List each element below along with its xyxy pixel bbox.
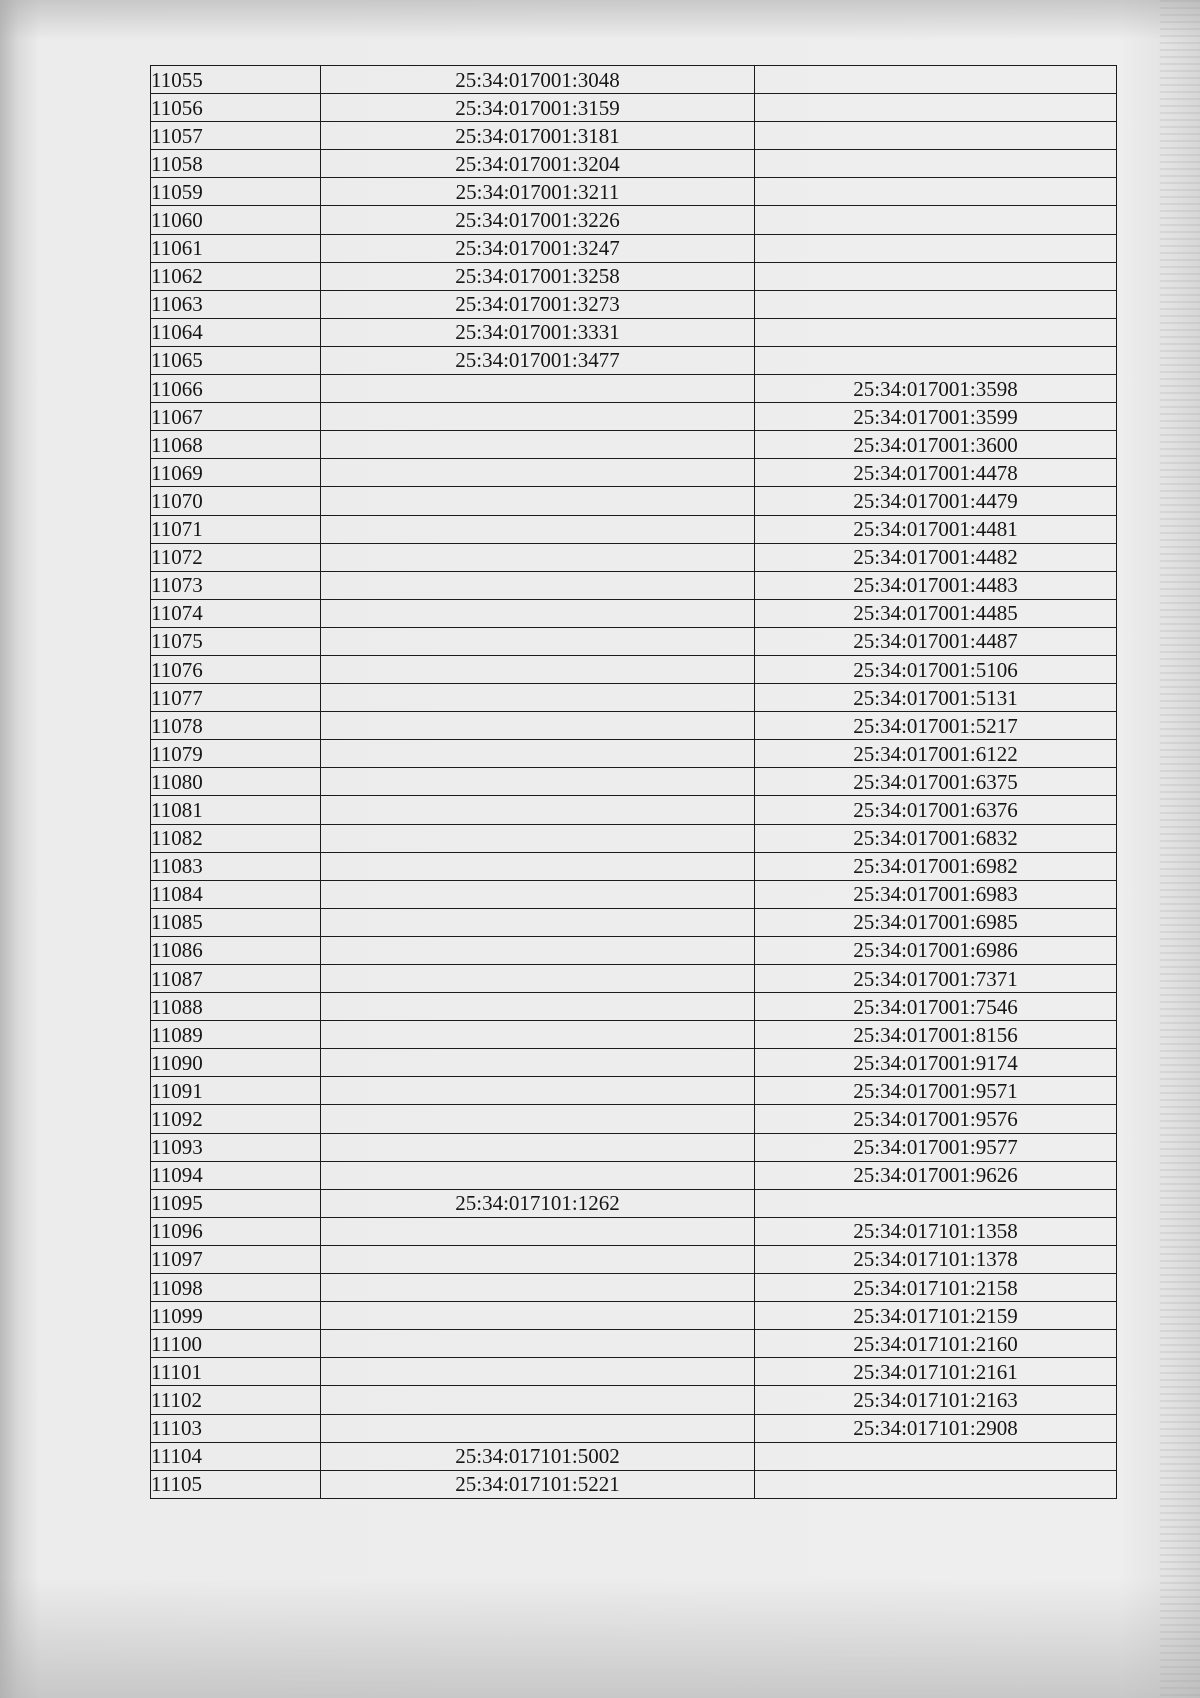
table-row	[151, 122, 1117, 150]
cadastral-number-cell-b	[755, 290, 1117, 318]
row-number-cell: 11082	[151, 824, 321, 852]
cadastral-number-cell-a	[321, 571, 755, 599]
row-number-cell: 11089	[151, 1021, 321, 1049]
scan-shadow-top	[0, 0, 1200, 40]
table-body	[151, 66, 1117, 1499]
cadastral-number-cell-a	[321, 1161, 755, 1189]
table-row	[151, 1470, 1117, 1498]
row-number-cell: 11099	[151, 1302, 321, 1330]
cadastral-number-cell-a	[321, 1414, 755, 1442]
row-number-cell: 11077	[151, 684, 321, 712]
row-number-cell: 11065	[151, 346, 321, 374]
cadastral-number-cell-a	[321, 655, 755, 683]
cadastral-number-cell-b	[755, 1189, 1117, 1217]
cadastral-number-cell-b: 25:34:017001:6983	[755, 880, 1117, 908]
row-number-cell: 11093	[151, 1133, 321, 1161]
table-row	[151, 290, 1117, 318]
row-number-cell: 11078	[151, 712, 321, 740]
cadastral-number-cell-b	[755, 150, 1117, 178]
cadastral-number-cell-a	[321, 852, 755, 880]
table-row	[151, 346, 1117, 374]
cadastral-number-cell-a: 25:34:017001:3247	[321, 234, 755, 262]
row-number-cell: 11098	[151, 1274, 321, 1302]
cadastral-number-cell-b: 25:34:017001:4483	[755, 571, 1117, 599]
cadastral-number-cell-b	[755, 1470, 1117, 1498]
cadastral-number-cell-a	[321, 543, 755, 571]
cadastral-number-cell-a	[321, 1217, 755, 1245]
table-row	[151, 1245, 1117, 1273]
cadastral-number-cell-b: 25:34:017001:6376	[755, 796, 1117, 824]
row-number-cell: 11074	[151, 599, 321, 627]
row-number-cell: 11060	[151, 206, 321, 234]
cadastral-number-cell-a: 25:34:017101:5002	[321, 1442, 755, 1470]
cadastral-number-cell-b: 25:34:017001:3598	[755, 375, 1117, 403]
cadastral-number-cell-b: 25:34:017001:3599	[755, 403, 1117, 431]
table-row	[151, 1386, 1117, 1414]
table-row	[151, 262, 1117, 290]
row-number-cell: 11103	[151, 1414, 321, 1442]
cadastral-number-cell-b: 25:34:017101:2163	[755, 1386, 1117, 1414]
cadastral-number-cell-a: 25:34:017101:1262	[321, 1189, 755, 1217]
table-row	[151, 908, 1117, 936]
table-row	[151, 1274, 1117, 1302]
table-row	[151, 1189, 1117, 1217]
table-row	[151, 1302, 1117, 1330]
row-number-cell: 11086	[151, 936, 321, 964]
table-row	[151, 1330, 1117, 1358]
row-number-cell: 11068	[151, 431, 321, 459]
table-row	[151, 1358, 1117, 1386]
row-number-cell: 11096	[151, 1217, 321, 1245]
cadastral-number-cell-a	[321, 880, 755, 908]
cadastral-number-cell-a	[321, 993, 755, 1021]
cadastral-number-cell-b: 25:34:017001:6832	[755, 824, 1117, 852]
cadastral-number-cell-b: 25:34:017101:1358	[755, 1217, 1117, 1245]
table-row	[151, 234, 1117, 262]
scan-edge-right	[1160, 0, 1200, 1698]
cadastral-number-cell-b	[755, 178, 1117, 206]
row-number-cell: 11059	[151, 178, 321, 206]
cadastral-number-cell-b: 25:34:017001:6986	[755, 936, 1117, 964]
table-row	[151, 66, 1117, 94]
table-row	[151, 1077, 1117, 1105]
cadastral-number-cell-a	[321, 796, 755, 824]
row-number-cell: 11079	[151, 740, 321, 768]
row-number-cell: 11057	[151, 122, 321, 150]
table-row	[151, 712, 1117, 740]
cadastral-number-cell-b: 25:34:017101:1378	[755, 1245, 1117, 1273]
table-row	[151, 768, 1117, 796]
row-number-cell: 11063	[151, 290, 321, 318]
cadastral-number-cell-a	[321, 1302, 755, 1330]
cadastral-number-cell-b: 25:34:017001:9174	[755, 1049, 1117, 1077]
table-row	[151, 824, 1117, 852]
cadastral-number-cell-b: 25:34:017001:4479	[755, 487, 1117, 515]
table-row	[151, 965, 1117, 993]
row-number-cell: 11090	[151, 1049, 321, 1077]
table-row	[151, 487, 1117, 515]
row-number-cell: 11087	[151, 965, 321, 993]
cadastral-number-cell-a: 25:34:017001:3159	[321, 94, 755, 122]
table-row	[151, 1049, 1117, 1077]
cadastral-number-cell-a: 25:34:017001:3477	[321, 346, 755, 374]
row-number-cell: 11095	[151, 1189, 321, 1217]
table-row	[151, 318, 1117, 346]
cadastral-number-cell-a	[321, 824, 755, 852]
cadastral-number-cell-b: 25:34:017101:2160	[755, 1330, 1117, 1358]
cadastral-number-cell-a	[321, 768, 755, 796]
row-number-cell: 11088	[151, 993, 321, 1021]
cadastral-number-cell-a	[321, 375, 755, 403]
row-number-cell: 11064	[151, 318, 321, 346]
row-number-cell: 11080	[151, 768, 321, 796]
cadastral-number-cell-a	[321, 403, 755, 431]
cadastral-number-cell-b: 25:34:017001:7546	[755, 993, 1117, 1021]
row-number-cell: 11071	[151, 515, 321, 543]
table-row	[151, 206, 1117, 234]
row-number-cell: 11067	[151, 403, 321, 431]
cadastral-number-cell-a: 25:34:017001:3331	[321, 318, 755, 346]
table-row	[151, 1414, 1117, 1442]
table-row	[151, 178, 1117, 206]
cadastral-number-cell-a: 25:34:017001:3258	[321, 262, 755, 290]
cadastral-number-cell-a: 25:34:017001:3226	[321, 206, 755, 234]
table-row	[151, 571, 1117, 599]
cadastral-number-cell-b: 25:34:017001:8156	[755, 1021, 1117, 1049]
table-row	[151, 1133, 1117, 1161]
table-row	[151, 796, 1117, 824]
table-row	[151, 627, 1117, 655]
cadastral-number-cell-a	[321, 1105, 755, 1133]
cadastral-number-cell-a	[321, 1330, 755, 1358]
table-row	[151, 684, 1117, 712]
row-number-cell: 11084	[151, 880, 321, 908]
cadastral-number-cell-b: 25:34:017001:7371	[755, 965, 1117, 993]
cadastral-number-cell-a: 25:34:017001:3048	[321, 66, 755, 94]
cadastral-number-cell-a	[321, 908, 755, 936]
row-number-cell: 11056	[151, 94, 321, 122]
table-row	[151, 1217, 1117, 1245]
cadastral-number-cell-b: 25:34:017001:4482	[755, 543, 1117, 571]
cadastral-number-cell-a: 25:34:017001:3211	[321, 178, 755, 206]
table-row	[151, 655, 1117, 683]
cadastral-number-cell-a	[321, 1245, 755, 1273]
cadastral-number-cell-a	[321, 936, 755, 964]
table-row	[151, 993, 1117, 1021]
cadastral-number-cell-a	[321, 1021, 755, 1049]
cadastral-number-cell-a	[321, 627, 755, 655]
cadastral-number-cell-b: 25:34:017101:2158	[755, 1274, 1117, 1302]
cadastral-number-cell-a: 25:34:017001:3273	[321, 290, 755, 318]
row-number-cell: 11101	[151, 1358, 321, 1386]
cadastral-number-cell-b: 25:34:017001:6375	[755, 768, 1117, 796]
row-number-cell: 11072	[151, 543, 321, 571]
cadastral-number-cell-b: 25:34:017001:6982	[755, 852, 1117, 880]
cadastral-number-cell-b	[755, 262, 1117, 290]
cadastral-number-cell-a	[321, 1386, 755, 1414]
cadastral-number-cell-b: 25:34:017001:4481	[755, 515, 1117, 543]
cadastral-number-cell-b: 25:34:017001:9576	[755, 1105, 1117, 1133]
cadastral-number-cell-b	[755, 318, 1117, 346]
cadastral-number-cell-b: 25:34:017001:4478	[755, 459, 1117, 487]
cadastral-number-cell-b: 25:34:017001:4485	[755, 599, 1117, 627]
cadastral-number-cell-b: 25:34:017001:6122	[755, 740, 1117, 768]
cadastral-number-cell-b: 25:34:017001:5131	[755, 684, 1117, 712]
table-row	[151, 1161, 1117, 1189]
cadastral-number-cell-b: 25:34:017001:9626	[755, 1161, 1117, 1189]
cadastral-number-cell-a: 25:34:017001:3204	[321, 150, 755, 178]
cadastral-number-cell-a	[321, 459, 755, 487]
row-number-cell: 11085	[151, 908, 321, 936]
cadastral-number-cell-a	[321, 684, 755, 712]
cadastral-number-cell-b: 25:34:017001:9571	[755, 1077, 1117, 1105]
cadastral-number-cell-a	[321, 1077, 755, 1105]
cadastral-number-cell-a	[321, 1133, 755, 1161]
table-row	[151, 403, 1117, 431]
row-number-cell: 11069	[151, 459, 321, 487]
cadastral-number-cell-a: 25:34:017001:3181	[321, 122, 755, 150]
cadastral-number-cell-b: 25:34:017001:9577	[755, 1133, 1117, 1161]
row-number-cell: 11083	[151, 852, 321, 880]
cadastral-number-cell-a	[321, 1274, 755, 1302]
row-number-cell: 11102	[151, 1386, 321, 1414]
row-number-cell: 11066	[151, 375, 321, 403]
table-row	[151, 880, 1117, 908]
cadastral-number-cell-b: 25:34:017001:5106	[755, 655, 1117, 683]
cadastral-number-cell-b	[755, 122, 1117, 150]
cadastral-number-cell-a	[321, 431, 755, 459]
row-number-cell: 11091	[151, 1077, 321, 1105]
cadastral-number-cell-b: 25:34:017001:6985	[755, 908, 1117, 936]
scan-shadow-bottom	[0, 1578, 1200, 1698]
table-row	[151, 515, 1117, 543]
table-row	[151, 936, 1117, 964]
cadastral-number-cell-a	[321, 965, 755, 993]
row-number-cell: 11061	[151, 234, 321, 262]
cadastral-number-cell-b	[755, 66, 1117, 94]
cadastral-number-cell-b	[755, 94, 1117, 122]
row-number-cell: 11062	[151, 262, 321, 290]
row-number-cell: 11073	[151, 571, 321, 599]
table-row	[151, 431, 1117, 459]
cadastral-number-cell-a	[321, 1358, 755, 1386]
cadastral-number-cell-a	[321, 515, 755, 543]
cadastral-number-cell-a	[321, 712, 755, 740]
row-number-cell: 11105	[151, 1470, 321, 1498]
row-number-cell: 11070	[151, 487, 321, 515]
cadastral-number-cell-a	[321, 599, 755, 627]
cadastral-number-cell-b: 25:34:017101:2159	[755, 1302, 1117, 1330]
row-number-cell: 11081	[151, 796, 321, 824]
table-row	[151, 459, 1117, 487]
cadastral-number-cell-b	[755, 1442, 1117, 1470]
table-row	[151, 1105, 1117, 1133]
cadastral-number-cell-b: 25:34:017101:2908	[755, 1414, 1117, 1442]
row-number-cell: 11097	[151, 1245, 321, 1273]
table-row	[151, 852, 1117, 880]
cadastral-number-cell-a	[321, 487, 755, 515]
table-row	[151, 543, 1117, 571]
table-row	[151, 740, 1117, 768]
table-row	[151, 1442, 1117, 1470]
row-number-cell: 11104	[151, 1442, 321, 1470]
row-number-cell: 11075	[151, 627, 321, 655]
table-row	[151, 1021, 1117, 1049]
row-number-cell: 11092	[151, 1105, 321, 1133]
cadastral-number-cell-a	[321, 1049, 755, 1077]
row-number-cell: 11055	[151, 66, 321, 94]
row-number-cell: 11094	[151, 1161, 321, 1189]
cadastral-number-cell-b: 25:34:017001:4487	[755, 627, 1117, 655]
cadastral-number-cell-b: 25:34:017001:3600	[755, 431, 1117, 459]
cadastral-number-cell-b	[755, 234, 1117, 262]
cadastral-number-cell-b: 25:34:017101:2161	[755, 1358, 1117, 1386]
table-row	[151, 375, 1117, 403]
row-number-cell: 11076	[151, 655, 321, 683]
cadastral-number-cell-a: 25:34:017101:5221	[321, 1470, 755, 1498]
cadastral-number-cell-a	[321, 740, 755, 768]
table-row	[151, 94, 1117, 122]
cadastral-number-cell-b	[755, 346, 1117, 374]
row-number-cell: 11100	[151, 1330, 321, 1358]
cadastral-number-table	[150, 65, 1117, 1499]
cadastral-number-cell-b	[755, 206, 1117, 234]
cadastral-number-cell-b: 25:34:017001:5217	[755, 712, 1117, 740]
table-row	[151, 599, 1117, 627]
table-row	[151, 150, 1117, 178]
row-number-cell: 11058	[151, 150, 321, 178]
